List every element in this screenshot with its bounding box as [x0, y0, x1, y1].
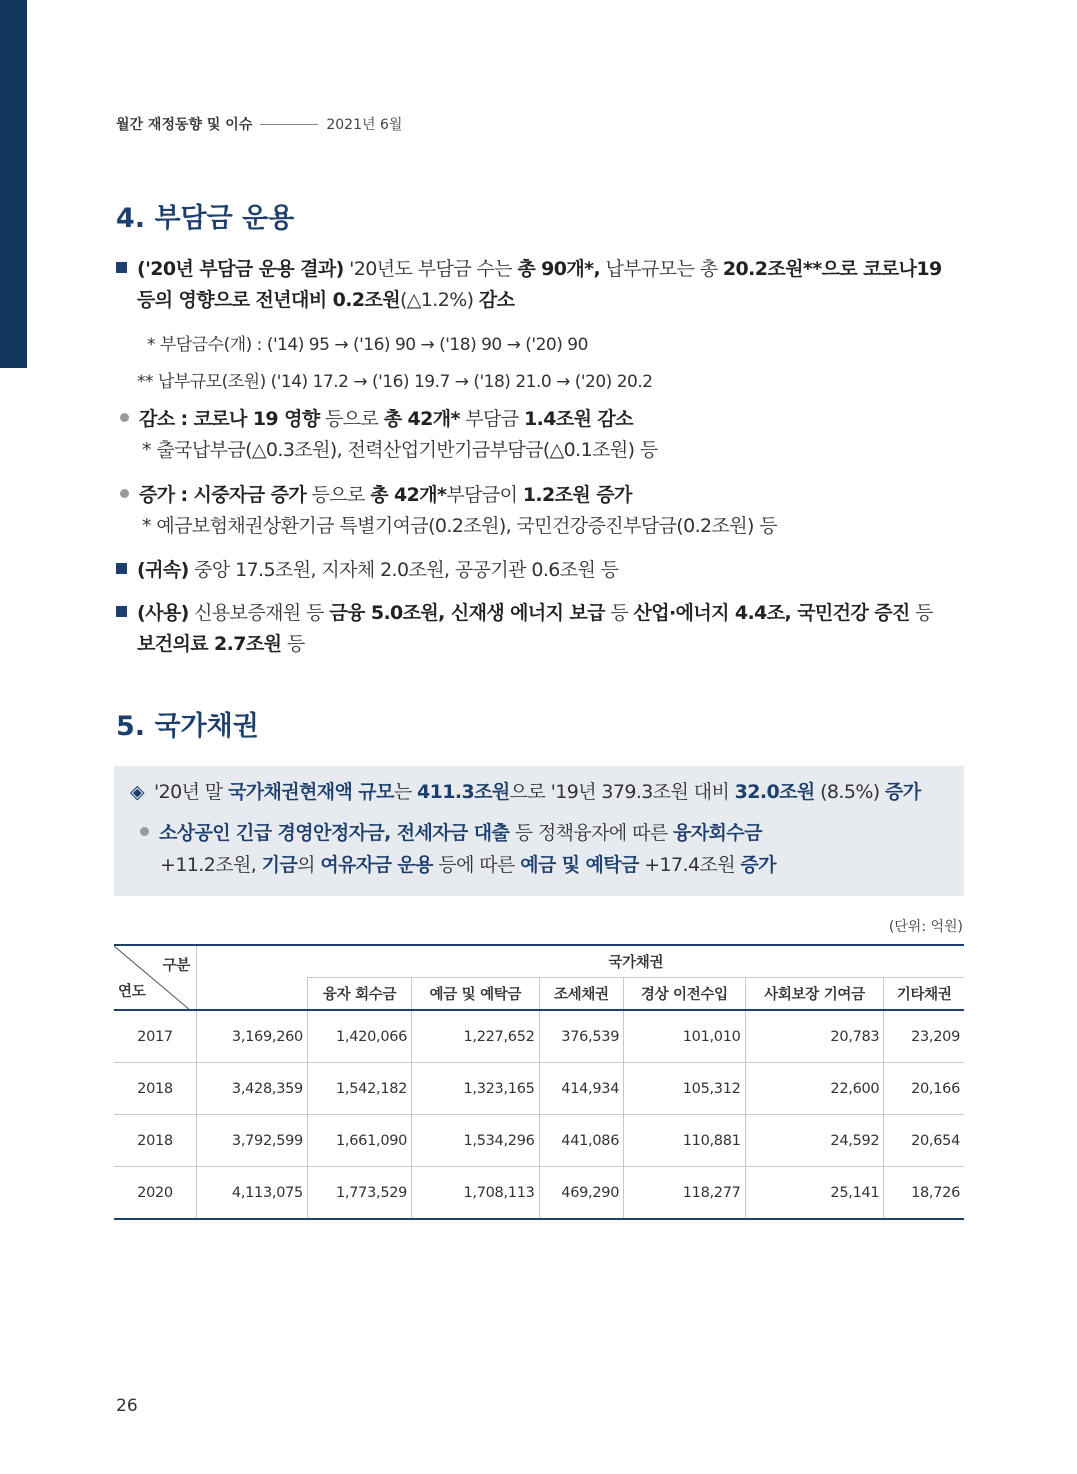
column-header: 예금 및 예탁금: [412, 978, 539, 1011]
table-cell: 1,323,165: [412, 1063, 539, 1115]
table-cell: 23,209: [884, 1010, 964, 1063]
table-cell: 1,708,113: [412, 1167, 539, 1220]
table-cell: 1,227,652: [412, 1010, 539, 1063]
summary-line: ◈ '20년 말 국가채권현재액 규모는 411.3조원으로 '19년 379.3조원 대비 32.0조원 (8.5%) 증가: [130, 781, 921, 803]
column-header: 경상 이전수입: [624, 978, 745, 1011]
diamond-bullet-icon: ◈: [130, 781, 145, 803]
square-bullet-icon: [116, 262, 127, 273]
note-scale: ** 납부규모(조원) ('14) 17.2 → ('16) 19.7 → ('18) 21.0 → ('20) 20.2: [137, 372, 653, 392]
corner-year: 연도: [118, 984, 146, 1000]
unit-label: (단위: 억원): [888, 919, 963, 935]
table-cell: 1,420,066: [308, 1010, 412, 1063]
note-count: * 부담금수(개) : ('14) 95 → ('16) 90 → ('18) 90 → ('20) 90: [147, 335, 588, 355]
section-5-title: 5. 국가채권: [116, 711, 259, 742]
dot-bullet-icon: [120, 413, 129, 422]
summary-box: [114, 766, 964, 896]
table-cell: 110,881: [624, 1115, 745, 1167]
table-cell: 414,934: [539, 1063, 624, 1115]
table-cell: 2017: [114, 1010, 197, 1063]
table-cell: 441,086: [539, 1115, 624, 1167]
header-rule: [260, 124, 318, 125]
decrease-note: * 출국납부금(△0.3조원), 전력산업기반기금부담금(△0.1조원) 등: [142, 439, 658, 461]
table-cell: 20,166: [884, 1063, 964, 1115]
column-header: 사회보장 기여금: [745, 978, 884, 1011]
table-cell: 2018: [114, 1115, 197, 1167]
table-row: [114, 1167, 964, 1220]
side-accent-bar: [0, 0, 27, 368]
table-cell: 3,169,260: [197, 1010, 308, 1063]
column-header: 융자 회수금: [308, 978, 412, 1011]
table-cell: 25,141: [745, 1167, 884, 1220]
table-cell: 20,783: [745, 1010, 884, 1063]
item-usage-line1: (사용) 신용보증재원 등 금융 5.0조원, 신재생 에너지 보급 등 산업·에너지 4.4조, 국민건강 증진 등: [116, 598, 933, 629]
column-header: 조세채권: [539, 978, 624, 1011]
table-row: [114, 1010, 964, 1063]
square-bullet-icon: [116, 563, 127, 574]
table-cell: 18,726: [884, 1167, 964, 1220]
item-result-line1: ('20년 부담금 운용 결과) '20년도 부담금 수는 총 90개*, 납부규모는 총 20.2조원**으로 코로나19: [116, 254, 942, 285]
dot-bullet-icon: [120, 489, 129, 498]
increase-note: * 예금보험채권상환기금 특별기여금(0.2조원), 국민건강증진부담금(0.2조원) 등: [142, 515, 778, 537]
table-cell: 2020: [114, 1167, 197, 1220]
table-cell: 20,654: [884, 1115, 964, 1167]
table-cell: 3,792,599: [197, 1115, 308, 1167]
table-cell: 4,113,075: [197, 1167, 308, 1220]
dot-bullet-icon: [140, 827, 149, 836]
summary-sub-line2: +11.2조원, 기금의 여유자금 운용 등에 따른 예금 및 예탁금 +17.4조원 증가: [160, 854, 776, 876]
table-cell: 2018: [114, 1063, 197, 1115]
group-header: 국가채권: [308, 945, 965, 978]
table-cell: 22,600: [745, 1063, 884, 1115]
table-row: [114, 1115, 964, 1167]
decrease-line: 감소 : 코로나 19 영향 등으로 총 42개* 부담금 1.4조원 감소: [120, 404, 633, 435]
column-header: 기타채권: [884, 978, 964, 1011]
item-result-line2: 등의 영향으로 전년대비 0.2조원(△1.2%) 감소: [137, 289, 515, 311]
table-cell: 1,773,529: [308, 1167, 412, 1220]
table-corner-header: [114, 945, 197, 1010]
square-bullet-icon: [116, 606, 127, 617]
summary-sub-line1: 소상공인 긴급 경영안정자금, 전세자금 대출 등 정책융자에 따른 융자회수금: [140, 818, 762, 849]
table-cell: 101,010: [624, 1010, 745, 1063]
table-cell: 469,290: [539, 1167, 624, 1220]
table-cell: 105,312: [624, 1063, 745, 1115]
corner-category: 구분: [162, 958, 190, 974]
issue-date: 2021년 6월: [326, 117, 403, 133]
table-cell: 376,539: [539, 1010, 624, 1063]
table-cell: 1,542,182: [308, 1063, 412, 1115]
running-header: [116, 114, 402, 134]
table-cell: 1,534,296: [412, 1115, 539, 1167]
table-row: [114, 1063, 964, 1115]
publication-title: 월간 재정동향 및 이슈: [116, 117, 253, 133]
national-claims-table: [114, 944, 964, 1220]
table-cell: 118,277: [624, 1167, 745, 1220]
page-number: 26: [116, 1396, 138, 1416]
section-4-title: 4. 부담금 운용: [116, 203, 295, 234]
table-cell: 24,592: [745, 1115, 884, 1167]
table-cell: 1,661,090: [308, 1115, 412, 1167]
table-cell: 3,428,359: [197, 1063, 308, 1115]
increase-line: 증가 : 시중자금 증가 등으로 총 42개*부담금이 1.2조원 증가: [120, 480, 632, 511]
item-usage-line2: 보건의료 2.7조원 등: [137, 633, 305, 655]
total-column-header: [197, 945, 308, 1010]
item-attribution: (귀속) 중앙 17.5조원, 지자체 2.0조원, 공공기관 0.6조원 등: [116, 555, 618, 586]
